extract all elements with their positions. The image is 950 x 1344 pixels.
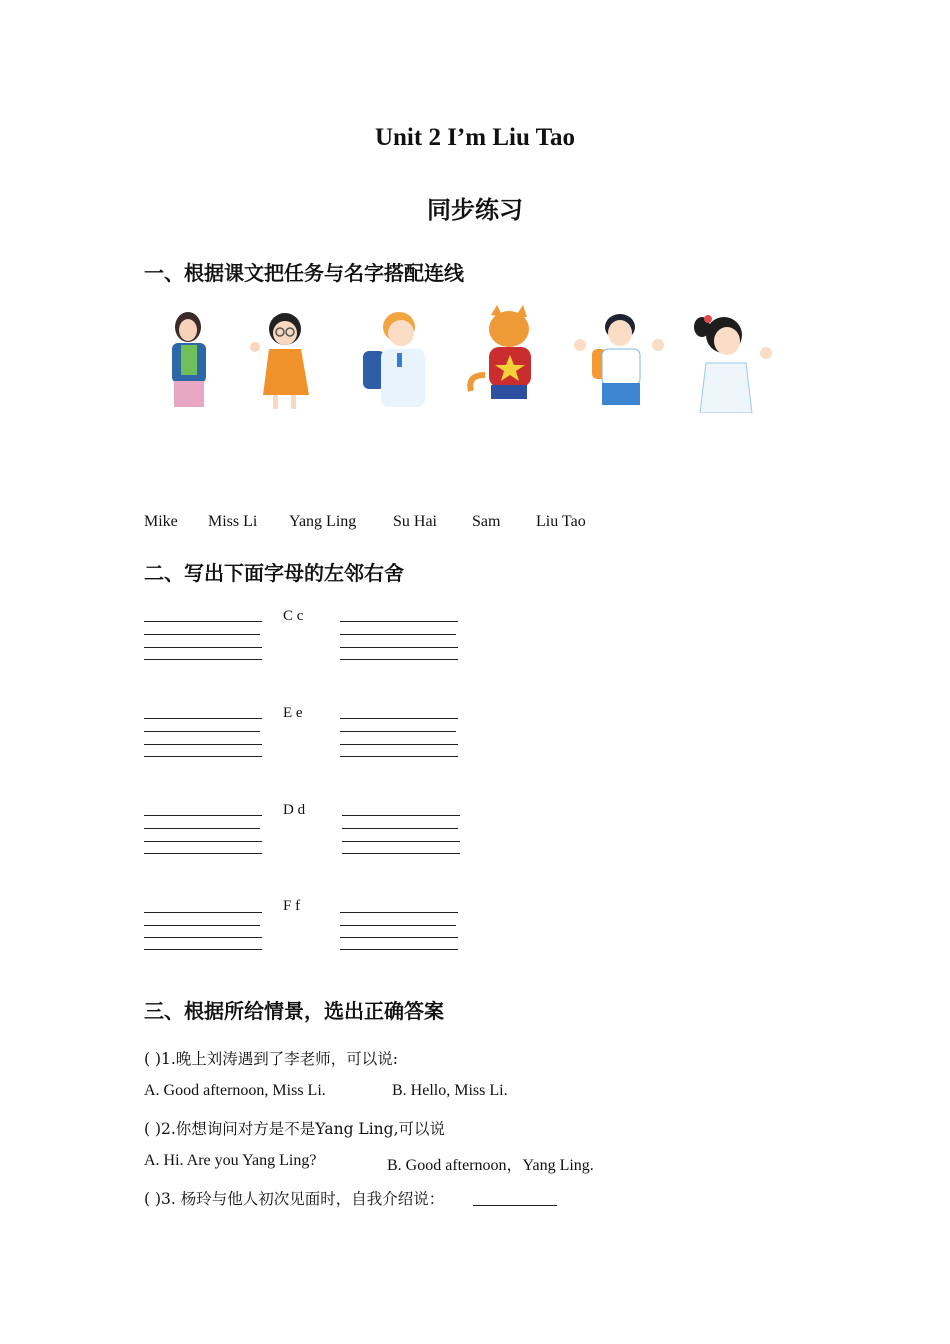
writing-line[interactable] [144, 756, 262, 757]
writing-line[interactable] [144, 925, 260, 926]
writing-line[interactable] [144, 744, 262, 745]
writing-line[interactable] [340, 647, 458, 648]
question-3-prompt: ( )3. 杨玲与他人初次见面时，自我介绍说： [144, 1190, 445, 1208]
writing-line[interactable] [144, 718, 262, 719]
writing-line[interactable] [340, 756, 458, 757]
name-label: Miss Li [208, 513, 258, 530]
writing-line[interactable] [144, 853, 262, 854]
section2-heading: 二、写出下面字母的左邻右舍 [144, 561, 404, 585]
teacher-icon [150, 305, 250, 413]
writing-line[interactable] [144, 937, 262, 938]
letter-pair: D d [283, 802, 306, 818]
name-label: Sam [472, 513, 501, 530]
writing-line[interactable] [144, 621, 262, 622]
letter-pair: F f [283, 898, 301, 914]
boy-blond-icon [355, 305, 455, 413]
name-label: Su Hai [393, 513, 437, 530]
writing-line[interactable] [340, 621, 458, 622]
writing-line[interactable] [144, 815, 262, 816]
section1-heading: 一、根据课文把任务与名字搭配连线 [144, 261, 464, 285]
writing-line[interactable] [144, 912, 262, 913]
answer-blank[interactable] [473, 1205, 557, 1206]
page-title: Unit 2 I’m Liu Tao [374, 124, 576, 151]
question-2-option-a: A. Hi. Are you Yang Ling? [144, 1152, 317, 1169]
question-2-prompt: ( )2.你想询问对方是不是Yang Ling,可以说 [144, 1120, 445, 1138]
writing-line[interactable] [340, 912, 458, 913]
writing-line[interactable] [340, 731, 456, 732]
writing-line[interactable] [144, 949, 262, 950]
writing-line[interactable] [342, 841, 460, 842]
question-1-option-a: A. Good afternoon, Miss Li. [144, 1082, 326, 1099]
boy-waving-icon [570, 305, 670, 413]
writing-line[interactable] [144, 647, 262, 648]
writing-line[interactable] [340, 718, 458, 719]
writing-line[interactable] [144, 731, 260, 732]
girl-glasses-icon [243, 305, 343, 413]
writing-line[interactable] [144, 828, 260, 829]
name-label: Liu Tao [536, 513, 586, 530]
writing-line[interactable] [144, 634, 260, 635]
writing-line[interactable] [342, 828, 458, 829]
writing-line[interactable] [340, 659, 458, 660]
question-1-prompt: ( )1.晚上刘涛遇到了李老师，可以说: [144, 1050, 399, 1068]
name-label: Yang Ling [289, 513, 357, 530]
question-2-option-b: B. Good afternoon，Yang Ling. [387, 1157, 594, 1174]
writing-line[interactable] [342, 853, 460, 854]
letter-pair: C c [283, 608, 304, 624]
writing-line[interactable] [340, 937, 458, 938]
section3-heading: 三、根据所给情景，选出正确答案 [144, 999, 444, 1023]
writing-line[interactable] [340, 949, 458, 950]
writing-line[interactable] [144, 659, 262, 660]
writing-line[interactable] [340, 634, 456, 635]
writing-line[interactable] [340, 744, 458, 745]
writing-line[interactable] [144, 841, 262, 842]
cat-icon [463, 305, 563, 413]
girl-ponytail-icon [680, 305, 780, 413]
letter-pair: E e [283, 705, 303, 721]
writing-line[interactable] [342, 815, 460, 816]
writing-line[interactable] [340, 925, 456, 926]
question-1-option-b: B. Hello, Miss Li. [392, 1082, 508, 1099]
name-label: Mike [144, 513, 178, 530]
page-subtitle: 同步练习 [427, 195, 523, 224]
